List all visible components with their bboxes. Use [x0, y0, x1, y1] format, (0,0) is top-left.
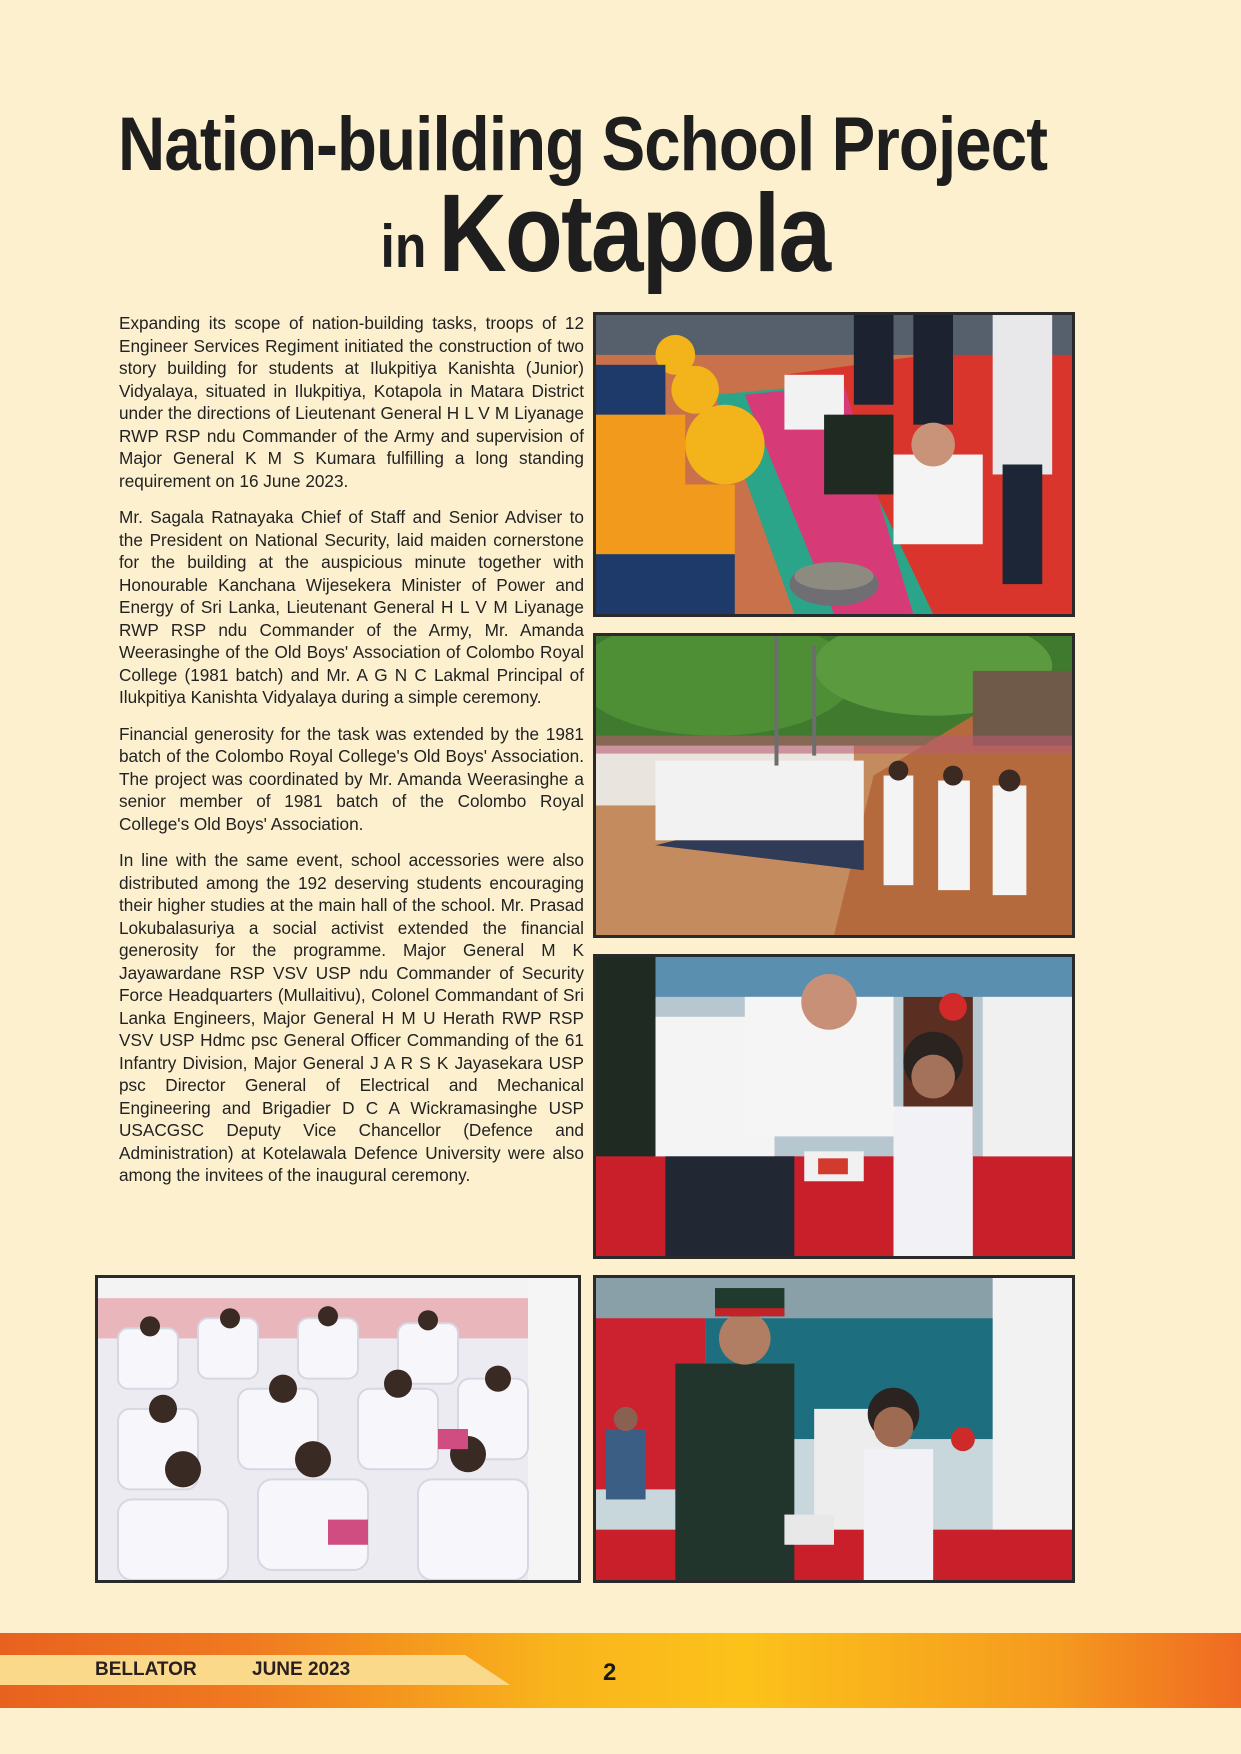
- article-paragraph: In line with the same event, school accessories were also distributed among the 192 deserving students encouraging their higher studies at the main hall of the school. Mr. Prasad Lokubalasuriya a social activist extended the financial generosity for the programme. Major General M K Jayawardane RSP VSV USP ndu Commander of Security Force Headquarters (Mullaitivu), Colonel Commandant of Sri Lanka Engineers, Major General H M U Herath RWP RSP VSV USP Hdmc psc General Officer Commanding of the 61 Infantry Division, Major General J A R S K Jayasekara USP psc Director General of Electrical and Mechanical Engineering and Brigadier D C A Wickramasinghe USP USACGSC Deputy Vice Chancellor (Defence and Administration) at Kotelawala Defence University were also among the invitees of the inaugural ceremony.: [119, 850, 584, 1185]
- photo-officer-presenting: [593, 1275, 1075, 1583]
- page-number: 2: [603, 1659, 617, 1686]
- title-in-word: in: [380, 213, 426, 280]
- title-place-word: Kotapola: [437, 172, 829, 295]
- photo-students-assembly: [593, 633, 1075, 938]
- article-paragraph: Financial generosity for the task was extended by the 1981 batch of the Colombo Royal College's Old Boys' Association. The project was coordinated by Mr. Amanda Weerasinghe a senior member of 1981 batch of the Colombo Royal College's Old Boys' Association.: [119, 723, 584, 834]
- magazine-name: BELLATOR: [95, 1659, 197, 1680]
- photo-gift-distribution: [593, 954, 1075, 1259]
- article-paragraph: Expanding its scope of nation-building tasks, troops of 12 Engineer Services Regiment initiated the construction of two story building for students at Ilukpitiya Kanishta (Junior) Vidyalaya, situated in Ilukpitiya, Kotapola in Matara District under the directions of Lieutenant General H L V M Liyanage RWP RSP ndu Commander of the Army and supervision of Major General K M S Kumara fulfilling a long standing requirement on 16 June 2023.: [119, 313, 584, 491]
- article-body: [119, 312, 584, 1201]
- issue-date: JUNE 2023: [252, 1659, 351, 1680]
- article-title-line1: Nation-building School Project: [117, 102, 1048, 187]
- article-title-line2: [0, 170, 1241, 297]
- photo-seated-students: [95, 1275, 581, 1583]
- article-paragraph: Mr. Sagala Ratnayaka Chief of Staff and Senior Adviser to the President on National Security, laid maiden cornerstone for the building at the auspicious minute together with Honourable Kanchana Wijesekera Minister of Power and Energy of Sri Lanka, Lieutenant General H L V M Liyanage RWP RSP ndu Commander of the Army, Mr. Amanda Weerasinghe of the Old Boys' Association of Colombo Royal College (1981 batch) and Mr. A G N C Lakmal Principal of Ilukpitiya Kanishta Vidyalaya during a simple ceremony.: [119, 507, 584, 707]
- photo-cornerstone-ceremony: [593, 312, 1075, 617]
